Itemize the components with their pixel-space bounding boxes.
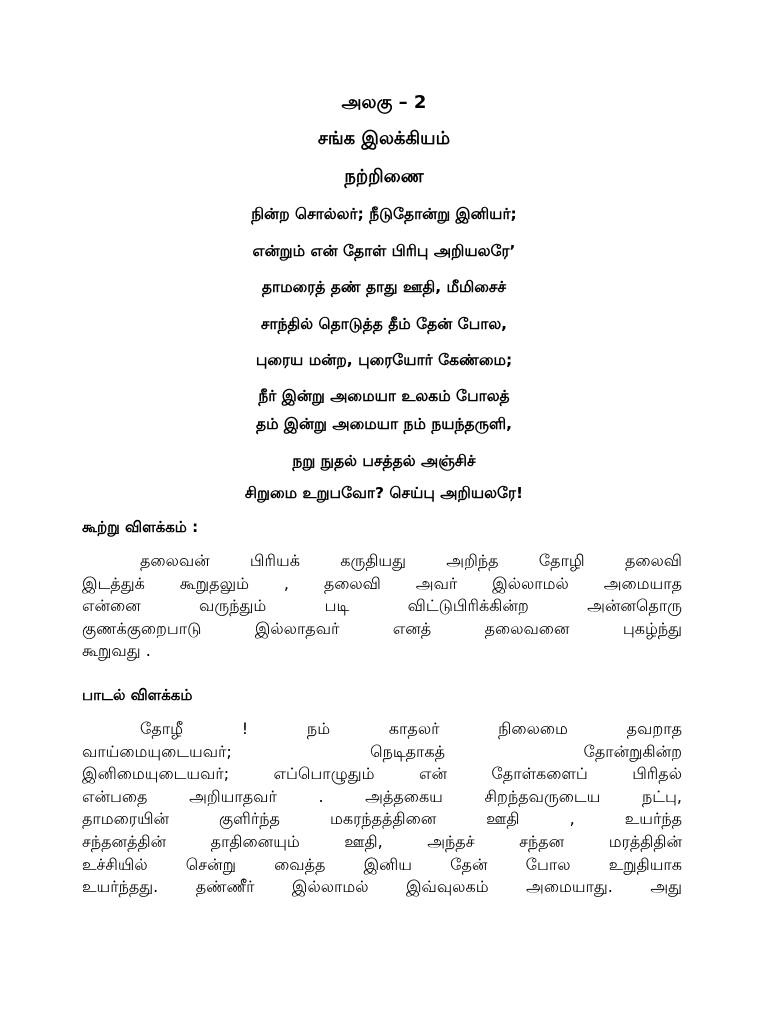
poem-line: நீர் இன்று அமையா உலகம் போலத் xyxy=(258,387,510,405)
poem-line: தாமரைத் தண் தாது ஊதி, மீமிசைச் xyxy=(261,278,507,296)
paragraph-line: சந்தனத்தின் தாதினையும் ஊதி, அந்தச் சந்தன மரத்திதின் xyxy=(82,831,682,851)
paragraph-line: என்னை வருந்தும் படி விட்டுபிரிக்கின்ற அன்னதொரு xyxy=(82,596,682,616)
unit-title: அலகு – 2 xyxy=(341,92,427,113)
paragraph-line: இடத்துக் கூறுதலும் , தலைவி அவர் இல்லாமல் அமையாத xyxy=(82,573,682,593)
poem-line: புரைய மன்ற, புரையோர் கேண்மை; xyxy=(255,351,513,369)
poem-line: தம் இன்று அமையா நம் நயந்தருளி, xyxy=(255,415,513,433)
poem-line: நின்ற சொல்லர்; நீடுதோன்று இனியர்; xyxy=(251,205,517,223)
poem-line: சாந்தில் தொடுத்த தீம் தேன் போல, xyxy=(260,315,508,333)
paragraph-line: தோழீ ! நம் காதலர் நிலைமை தவறாத xyxy=(140,719,682,738)
paragraph-line: தாமரையின் குளிர்ந்த மகரந்தத்தினை ஊதி , உயர்ந்த xyxy=(82,809,682,829)
poem-line: சிறுமை உறுபவோ? செய்பு அறியலரே! xyxy=(244,484,524,502)
koottru-heading: கூற்று விளக்கம் : xyxy=(82,518,199,536)
paragraph-line: கூறுவது . xyxy=(82,641,151,661)
subject-title: சங்க இலக்கியம் xyxy=(317,128,451,149)
paragraph-line: வாய்மையுடையவர்; நெடிதாகத் தோன்றுகின்ற xyxy=(82,741,682,761)
paragraph-line: தலைவன் பிரியக் கருதியது அறிந்த தோழி தலைவி xyxy=(140,551,682,570)
paadal-heading: பாடல் விளக்கம் xyxy=(82,686,193,704)
koottru-paragraph xyxy=(82,550,682,663)
work-title: நற்றிணை xyxy=(344,166,424,187)
paadal-paragraph xyxy=(82,718,682,899)
paragraph-line: உச்சியில் சென்று வைத்த இனிய தேன் போல உறுதியாக xyxy=(82,854,682,874)
paragraph-line: இனிமையுடையவர்; எப்பொழுதும் என் தோள்களைப் பிரிதல் xyxy=(82,764,682,784)
poem-line: நறு நுதல் பசத்தல் அஞ்சிச் xyxy=(292,452,476,470)
paragraph-line: குணக்குறைபாடு இல்லாதவர் எனத் தலைவனை புகழ்ந்து xyxy=(82,618,682,638)
poem-line: என்றும் என் தோள் பிரிபு அறியலரே’ xyxy=(252,242,516,260)
paragraph-line: என்பதை அறியாதவர் . அத்தகைய சிறந்தவருடைய நட்பு, xyxy=(82,786,682,806)
paragraph-line: உயர்ந்தது. தண்ணீர் இல்லாமல் இவ்வுலகம் அமையாது. அது xyxy=(82,877,682,897)
